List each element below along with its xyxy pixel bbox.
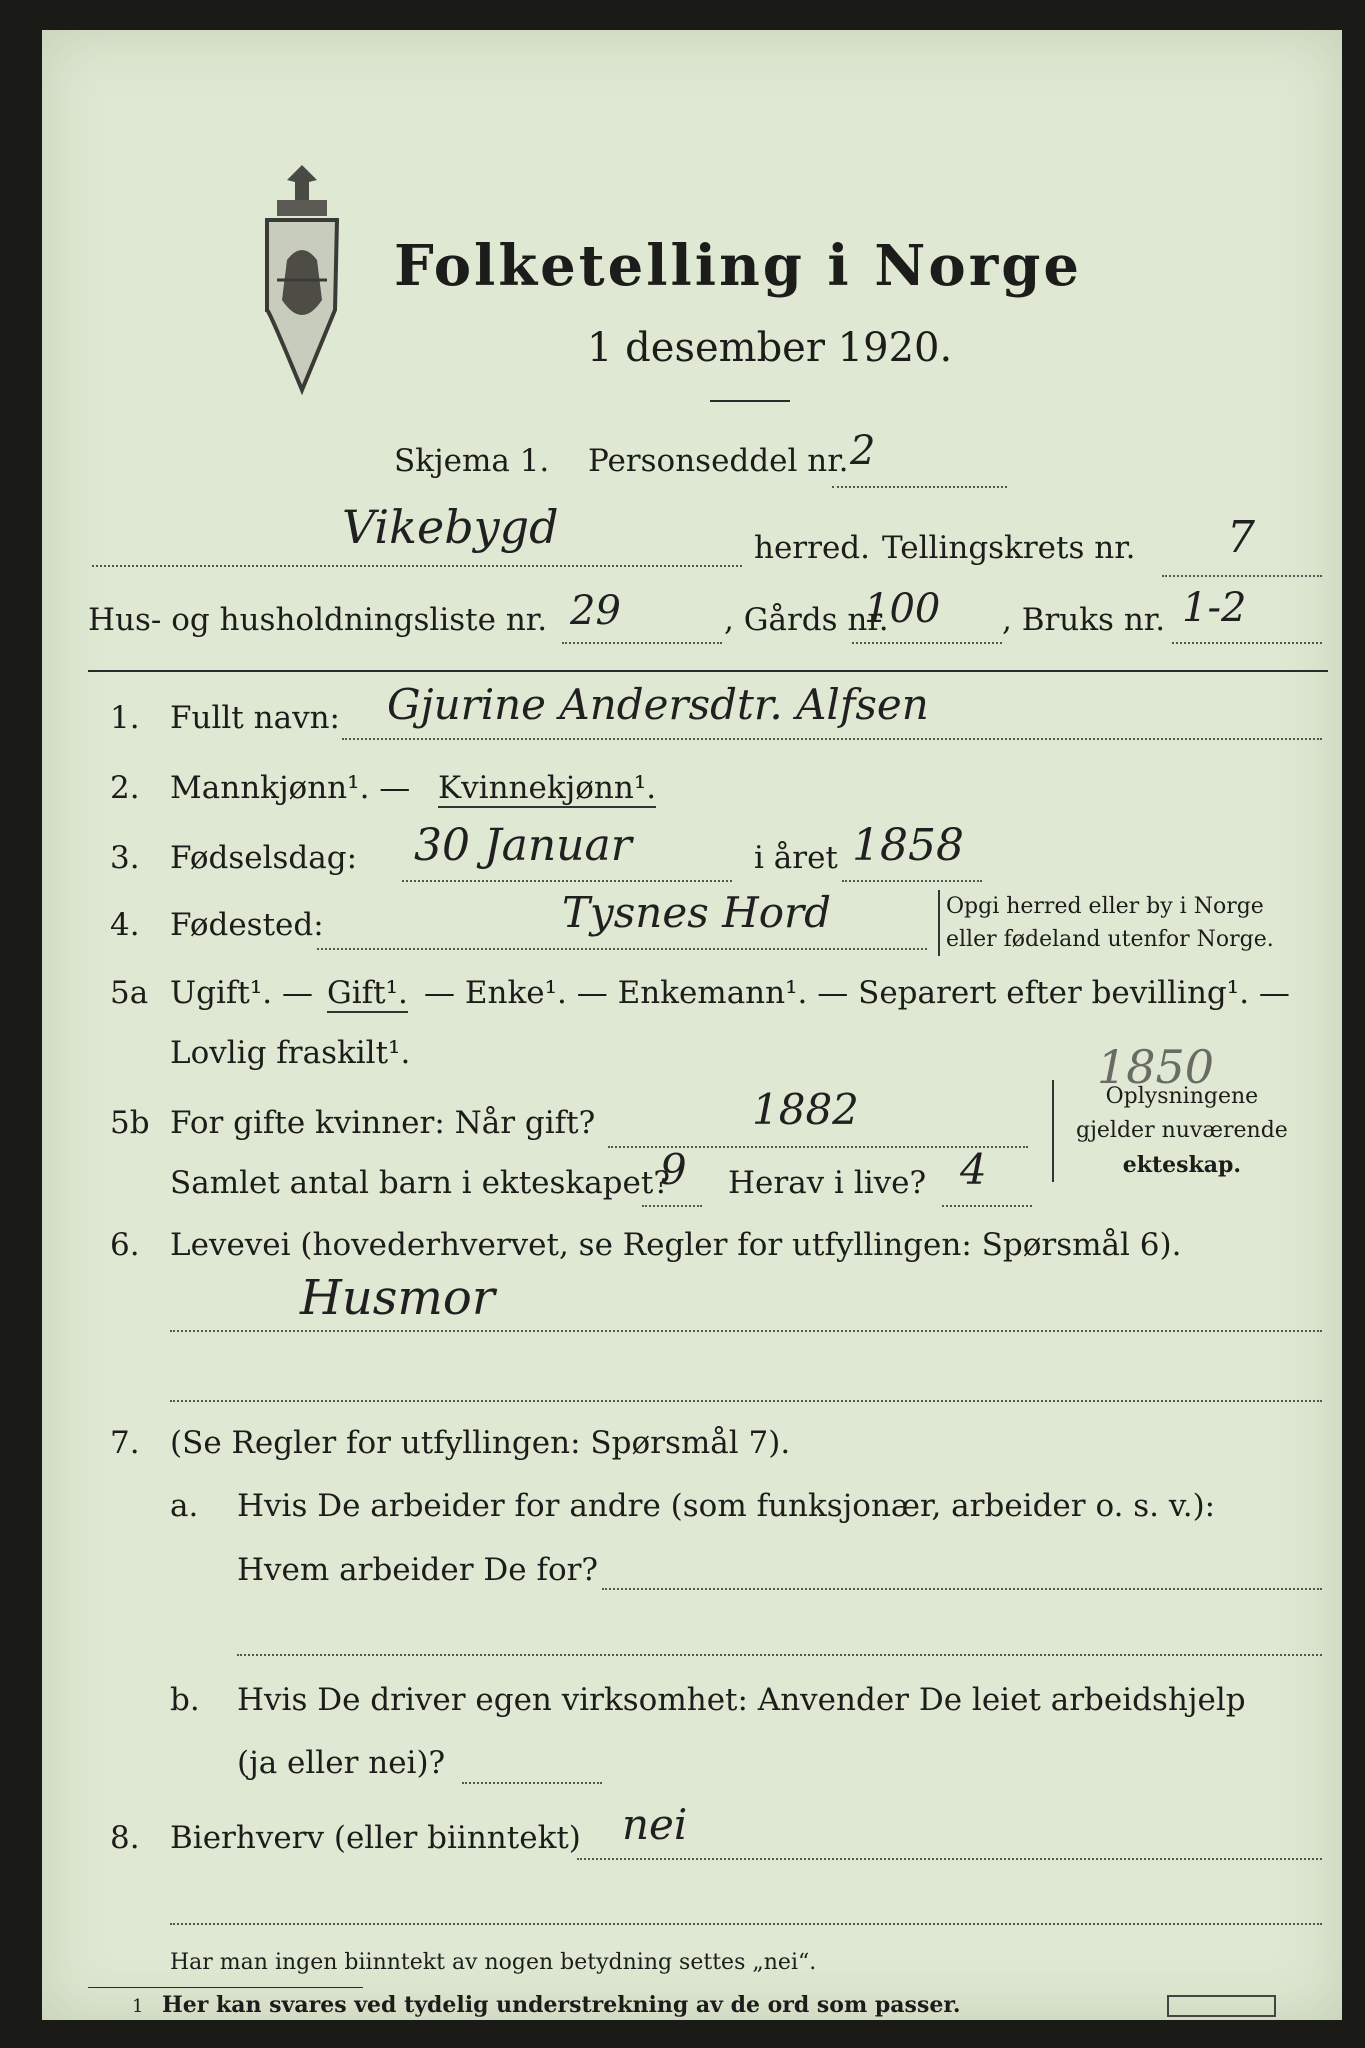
q2-mann: Mannkjønn¹. —: [170, 770, 411, 806]
q3-year-value: 1858: [852, 820, 964, 871]
q6-value: Husmor: [300, 1270, 495, 1326]
q8-label: Bierhverv (eller biinntekt): [170, 1820, 581, 1856]
q8-value: nei: [622, 1800, 688, 1849]
form-title: Folketelling i Norge: [394, 233, 1083, 299]
q7a-number: a.: [170, 1488, 199, 1524]
q5b-barn-label: Samlet antal barn i ekteskapet?: [170, 1165, 670, 1201]
q5b-note-2: gjelder nuværende: [1076, 1118, 1288, 1143]
q5b-extra: 1850: [1097, 1040, 1215, 1094]
q1-line: [342, 738, 1322, 740]
q5b-number: 5b: [110, 1105, 150, 1141]
q7b-label: Hvis De driver egen virksomhet: Anvender De leiet arbeidshjelp: [237, 1682, 1246, 1718]
q5b-barn-value: 9: [660, 1145, 687, 1194]
herred-line: [92, 565, 742, 567]
q2-number: 2.: [110, 770, 140, 806]
q5b-note-3: ekteskap.: [1122, 1152, 1242, 1178]
q3-number: 3.: [110, 840, 140, 876]
gards-line: [852, 642, 1002, 644]
form-date: 1 desember 1920.: [587, 325, 953, 371]
q3-value: 30 Januar: [414, 820, 632, 871]
q7b-question: (ja eller nei)?: [237, 1745, 446, 1781]
hus-label: Hus- og husholdningsliste nr.: [88, 602, 548, 638]
tellingskrets-line: [1162, 575, 1322, 577]
hus-value: 29: [570, 588, 621, 634]
q7a-label: Hvis De arbeider for andre (som funksjonær, arbeider o. s. v.):: [237, 1488, 1216, 1524]
q1-value: Gjurine Andersdtr. Alfsen: [387, 680, 929, 729]
q7b-number: b.: [170, 1682, 200, 1718]
herred-label: herred.: [754, 530, 870, 566]
q4-note: [938, 890, 1274, 956]
personseddel-value: 2: [850, 428, 876, 474]
q6-label: Levevei (hovederhvervet, se Regler for utfyllingen: Spørsmål 6).: [170, 1227, 1182, 1263]
q6-line-2: [170, 1400, 1322, 1402]
herred-value: Vikebygd: [342, 500, 559, 554]
q5a-ugift: Ugift¹. —: [170, 975, 313, 1011]
q7a-line-2: [237, 1654, 1322, 1656]
printer-stamp: [1167, 1995, 1276, 2017]
q6-number: 6.: [110, 1227, 140, 1263]
tellingskrets-value: 7: [1227, 512, 1255, 563]
q7a-question: Hvem arbeider De for?: [237, 1552, 599, 1588]
tellingskrets-label: Tellingskrets nr.: [882, 530, 1136, 566]
bruks-value: 1-2: [1182, 585, 1247, 631]
q8-number: 8.: [110, 1820, 140, 1856]
q5a-number: 5a: [110, 975, 149, 1011]
q7b-line: [462, 1782, 602, 1784]
q1-number: 1.: [110, 700, 140, 736]
q2-kvinne: Kvinnekjønn¹.: [438, 770, 657, 806]
q1-label: Fullt navn:: [170, 700, 340, 736]
header-rule: [88, 670, 1328, 672]
q4-value: Tysnes Hord: [562, 888, 831, 937]
q4-number: 4.: [110, 907, 140, 943]
personseddel-label: Personseddel nr.: [588, 443, 849, 479]
q5b-live-label: Herav i live?: [728, 1165, 927, 1201]
q7a-line-1: [602, 1588, 1322, 1590]
bruks-line: [1172, 642, 1322, 644]
q5b-live-value: 4: [960, 1145, 987, 1194]
gards-label: , Gårds nr.: [724, 602, 889, 638]
q3-line: [402, 880, 732, 882]
q3-year-label: i året: [754, 840, 838, 876]
q8-line-1: [577, 1858, 1322, 1860]
q5b-note: [1052, 1080, 1288, 1182]
q5a-rest: — Enke¹. — Enkemann¹. — Separert efter bevilling¹. —: [424, 975, 1290, 1011]
personseddel-line: [832, 486, 1007, 488]
coat-of-arms-icon: [247, 160, 357, 400]
q4-note-1: Opgi herred eller by i Norge: [946, 894, 1264, 919]
q4-label: Fødested:: [170, 907, 324, 943]
q7-label: (Se Regler for utfyllingen: Spørsmål 7).: [170, 1425, 791, 1461]
skjema-label: Skjema 1.: [394, 443, 550, 479]
gards-value: 100: [864, 586, 941, 632]
q4-note-2: eller fødeland utenfor Norge.: [946, 927, 1274, 952]
q8-line-2: [170, 1923, 1322, 1925]
q7-number: 7.: [110, 1425, 140, 1461]
q5b-live-line: [942, 1205, 1032, 1207]
q5a-gift: Gift¹.: [327, 975, 408, 1011]
census-form: [42, 30, 1342, 2020]
footnote-number: 1: [132, 1996, 144, 2017]
q5a-line2: Lovlig fraskilt¹.: [170, 1035, 411, 1071]
biinntekt-note: Har man ingen biinntekt av nogen betydning settes „nei“.: [170, 1950, 817, 1975]
q3-year-line: [842, 880, 982, 882]
q4-line: [317, 948, 927, 950]
q6-line-1: [170, 1330, 1322, 1332]
footnote-text: Her kan svares ved tydelig understrekning av de ord som passer.: [162, 1992, 961, 2018]
q5b-value: 1882: [752, 1085, 859, 1134]
q5b-label: For gifte kvinner: Når gift?: [170, 1105, 596, 1141]
q5b-barn-line: [642, 1205, 702, 1207]
footnote-rule: [88, 1987, 363, 1988]
q3-label: Fødselsdag:: [170, 840, 358, 876]
q5b-note-1: Oplysningene: [1105, 1084, 1259, 1109]
title-divider: [710, 400, 790, 402]
bruks-label: , Bruks nr.: [1002, 602, 1166, 638]
hus-line: [562, 642, 722, 644]
